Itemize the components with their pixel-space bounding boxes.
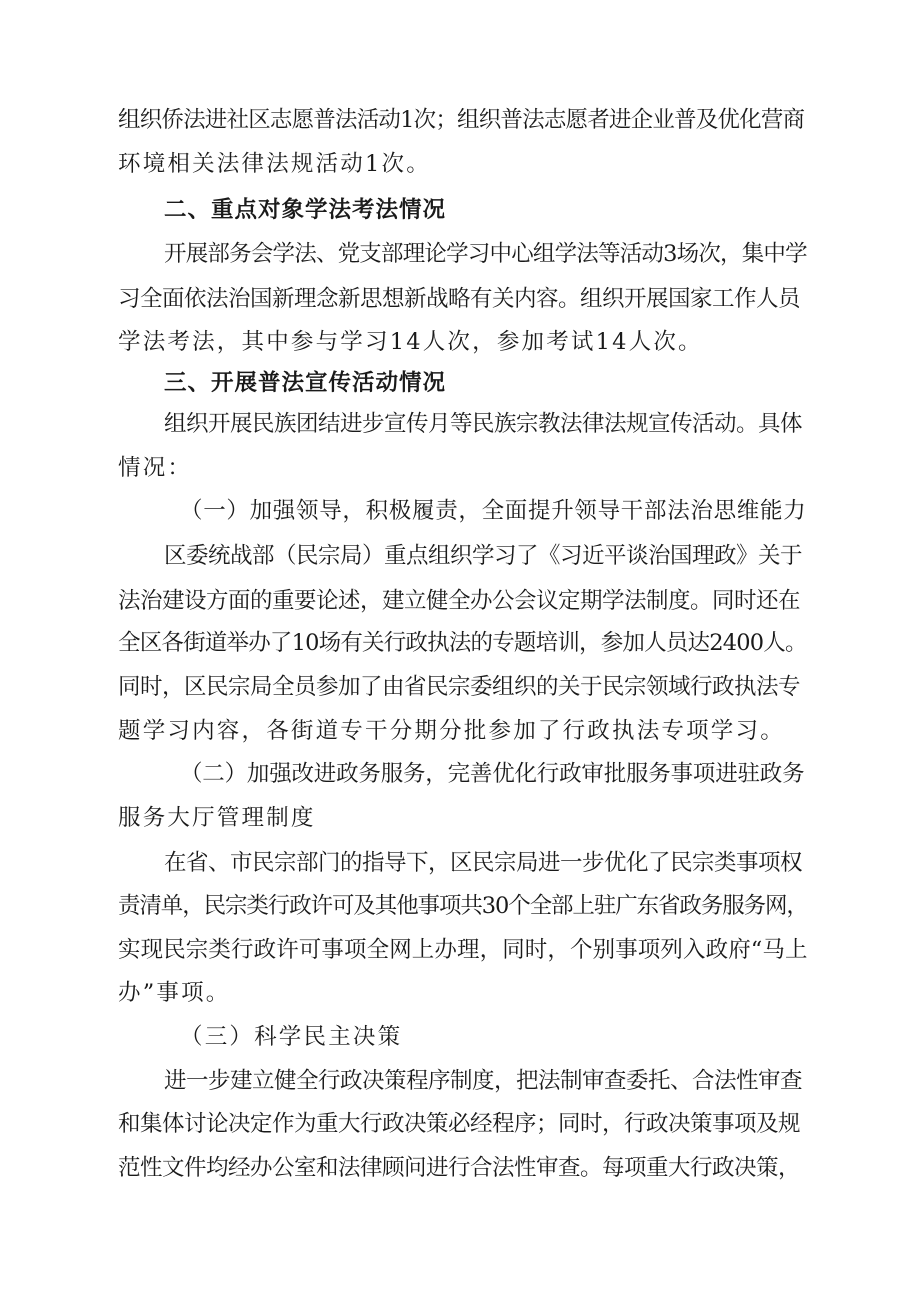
body-text-line: 和集体讨论决定作为重大行政决策必经程序；同时，行政决策事项及规	[118, 1111, 801, 1137]
body-text-line: 学法考法，其中参与学习14人次，参加考试14人次。	[118, 329, 703, 355]
body-text-line: 题学习内容，各街道专干分期分批参加了行政执法专项学习。	[118, 718, 785, 744]
subsection-heading: （一）加强领导，积极履责，全面提升领导干部法治思维能力	[180, 498, 807, 524]
body-text-line: 范性文件均经办公室和法律顾问进行合法性审查。每项重大行政决策，	[118, 1155, 801, 1181]
body-text-line: 同时，区民宗局全员参加了由省民宗委组织的关于民宗领域行政执法专	[118, 674, 801, 700]
subsection-heading: （三）科学民主决策	[180, 1024, 403, 1050]
body-text-line: 办”事项。	[118, 980, 231, 1006]
body-text-line: 法治建设方面的重要论述，建立健全办公会议定期学法制度。同时还在	[118, 588, 801, 614]
subsection-heading: （二）加强改进政务服务，完善优化行政审批服务事项进驻政务	[180, 761, 805, 787]
body-text-line: 进一步建立健全行政决策程序制度，把法制审查委托、合法性审查	[164, 1068, 803, 1094]
body-text-line: 组织侨法进社区志愿普法活动1次；组织普法志愿者进企业普及优化营商	[118, 107, 805, 133]
body-text-line: 开展部务会学法、党支部理论学习中心组学法等活动3场次，集中学	[164, 241, 807, 267]
body-text-line: 实现民宗类行政许可事项全网上办理，同时，个别事项列入政府“马上	[118, 937, 808, 963]
body-text-line: 在省、市民宗部门的指导下，区民宗局进一步优化了民宗类事项权	[164, 850, 803, 876]
body-text-line: 情况：	[118, 455, 193, 481]
body-text-line: 环境相关法律法规活动1次。	[118, 151, 431, 177]
body-text-line: 责清单，民宗类行政许可及其他事项共30个全部上驻广东省政务服务网，	[118, 893, 808, 919]
body-text-line: 习全面依法治国新理念新思想新战略有关内容。组织开展国家工作人员	[118, 286, 801, 312]
body-text-line: 区委统战部（民宗局）重点组织学习了《习近平谈治国理政》关于	[164, 543, 803, 569]
subsection-heading-continued: 服务大厅管理制度	[118, 805, 316, 831]
section-heading: 三、开展普法宣传活动情况	[164, 370, 447, 396]
section-heading: 二、重点对象学法考法情况	[164, 197, 447, 223]
body-text-line: 全区各街道举办了10场有关行政执法的专题培训，参加人员达2400人。	[118, 630, 807, 656]
body-text-line: 组织开展民族团结进步宣传月等民族宗教法律法规宣传活动。具体	[164, 411, 803, 437]
